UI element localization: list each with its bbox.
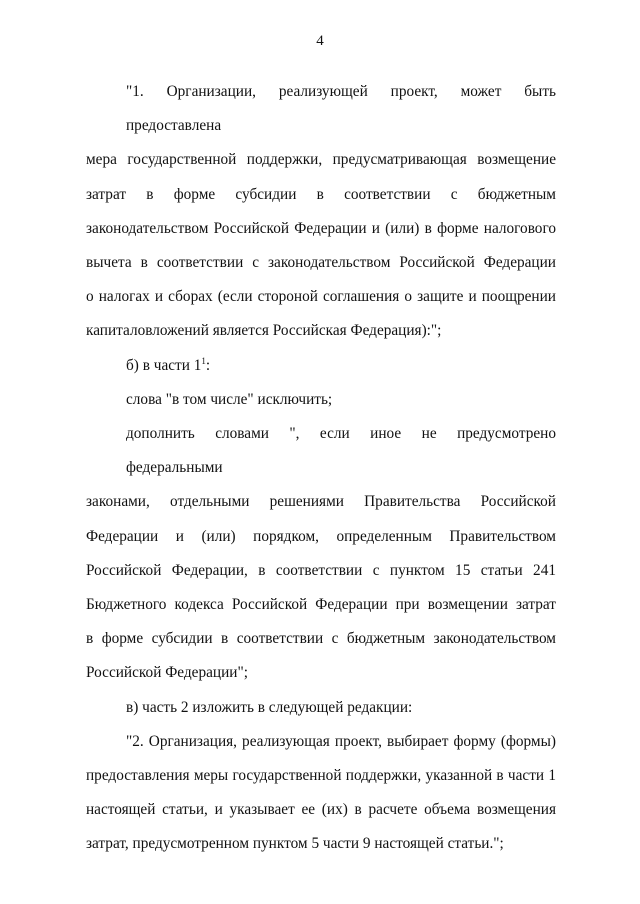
text-line: "1. Организации, реализующей проект, может быть предоставлена [126,83,556,135]
text-line: дополнить словами ", если иное не предусмотрено федеральными [126,425,556,477]
text-line-with-superscript [86,349,556,383]
text-line: настоящей статьи, и указывает ее (их) в расчете объема возмещения [86,801,556,819]
text-line: капиталовложений является Российская Федерация):"; [86,322,442,340]
text-line: слова "в том числе" исключить; [126,390,333,408]
text-line: в форме субсидии в соответствии с бюджетным законодательством [86,630,556,648]
page-number-value: 4 [316,33,324,49]
text-line: Федерации и (или) порядком, определенным Правительством [86,527,556,545]
text-line: Российской Федерации, в соответствии с пунктом 15 статьи 241 [86,561,556,579]
superscript: 1 [201,355,206,366]
text-line: затрат в форме субсидии в соответствии с бюджетным [86,185,556,203]
text-fragment: : [205,356,211,374]
text-line: законодательством Российской Федерации и (или) в форме налогового [86,219,556,237]
text-line: Российской Федерации"; [86,664,248,682]
document-body [86,75,556,862]
text-line: о налогах и сборах (если стороной соглашения о защите и поощрении [86,288,556,306]
page-number [0,33,640,50]
text-line: Бюджетного кодекса Российской Федерации при возмещении затрат [86,596,556,614]
text-fragment: б) в части 1 [126,356,202,374]
text-line: затрат, предусмотренном пунктом 5 части 9 настоящей статьи."; [86,835,504,853]
text-line: мера государственной поддержки, предусматривающая возмещение [86,151,556,169]
text-line: вычета в соответствии с законодательством Российской Федерации [86,254,556,272]
text-line: предоставления меры государственной поддержки, указанной в части 1 [86,767,556,785]
text-line: "2. Организация, реализующая проект, выбирает форму (формы) [126,732,556,750]
text-line: законами, отдельными решениями Правительства Российской [86,493,556,511]
text-line: в) часть 2 изложить в следующей редакции: [126,698,413,716]
